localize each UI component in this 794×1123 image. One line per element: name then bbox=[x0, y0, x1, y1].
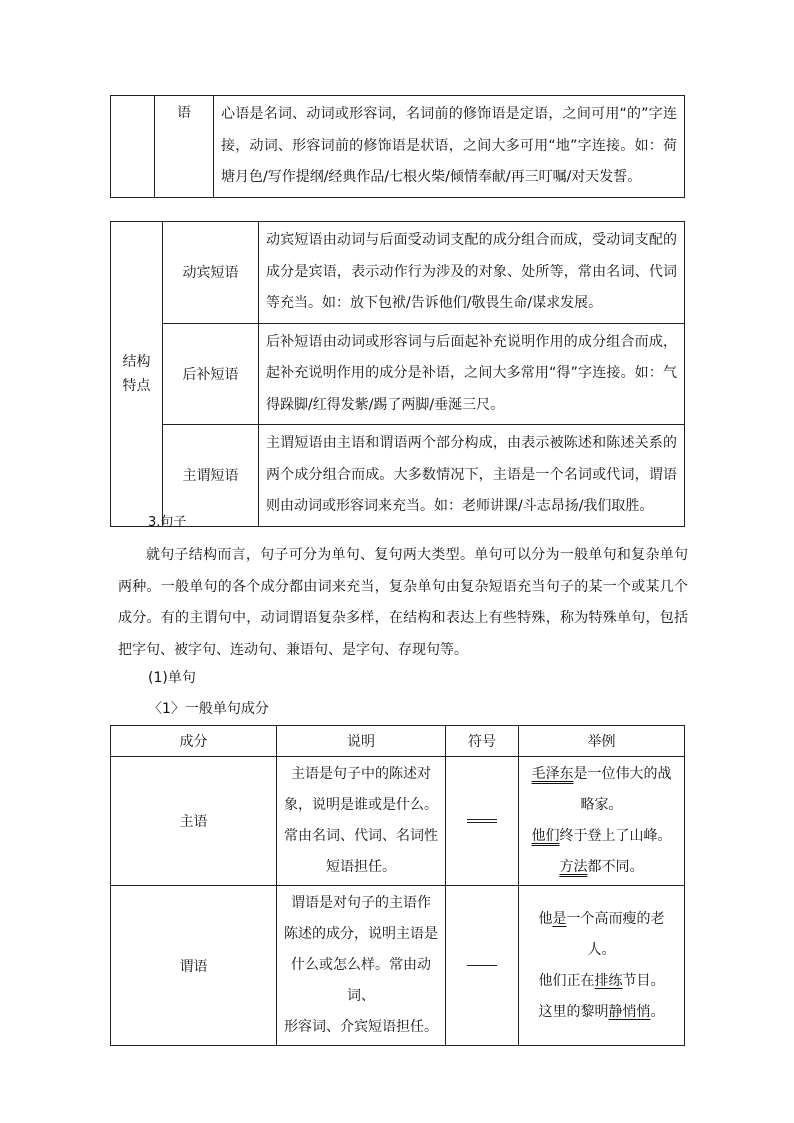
group-label-line1: 结构 bbox=[122, 353, 151, 370]
description-line: 短语担任。 bbox=[326, 859, 396, 875]
section-heading: 3.句子 bbox=[148, 515, 187, 530]
sentence-components-table bbox=[110, 725, 685, 1046]
table-row bbox=[111, 757, 685, 886]
description-line: 谓语是对句子的主语作 bbox=[291, 895, 431, 911]
example-pre: 这里的黎明 bbox=[538, 1003, 609, 1020]
example-line bbox=[525, 821, 678, 852]
marked-word: 毛泽东 bbox=[531, 766, 574, 782]
description-line: 陈述的成分，说明主语是 bbox=[284, 926, 438, 942]
example-line bbox=[525, 759, 678, 790]
marked-word: 排练 bbox=[594, 972, 623, 989]
marked-word: 是 bbox=[552, 910, 567, 927]
row-description: 心语是名词、动词或形容词，名词前的修饰语是定语，之间可用“的”字连接，动词、形容词前的修饰语是状语，之间大多可用“地”字连接。如：荷塘月色/写作提纲/经典作品/七根火柴/倾情奉献/再三叮嘱/对天发誓。 bbox=[214, 96, 685, 198]
example-pre: 他 bbox=[538, 910, 553, 927]
example-rest: 是一位伟大的战 bbox=[573, 766, 672, 782]
group-label-line2: 特点 bbox=[122, 377, 151, 394]
component-description bbox=[277, 886, 446, 1046]
marked-word: 他们 bbox=[531, 828, 560, 844]
subheading-components: 〈1〉一般单句成分 bbox=[148, 701, 269, 717]
phrase-name: 动宾短语 bbox=[163, 222, 259, 324]
example-line bbox=[525, 966, 678, 997]
example-cell bbox=[519, 757, 685, 886]
section-paragraph: 就句子结构而言，句子可分为单句、复句两大类型。单句可以分为一般单句和复杂单句两种。一般单句的各个成分都由词来充当，复杂单句由复杂短语充当句子的某一个或某几个成分。有的主谓句中，动词谓语复杂多样，在结构和表达上有些特殊，称为特殊单句，包括把字句、被字句、连动句、兼语句、是字句、存现句等。 bbox=[118, 547, 688, 658]
component-name: 主语 bbox=[111, 757, 277, 886]
double-underline-symbol bbox=[467, 819, 497, 823]
phrase-description: 动宾短语由动词与后面受动词支配的成分组合而成，受动词支配的成分是宾语，表示动作行为涉及的对象、处所等，常由名词、代词等充当。如：放下包袱/告诉他们/敬畏生命/谋求发展。 bbox=[259, 222, 685, 324]
column-header: 举例 bbox=[519, 726, 685, 757]
symbol-cell bbox=[446, 757, 519, 886]
example-line bbox=[525, 790, 678, 821]
example-rest: 终于登上了山峰。 bbox=[559, 828, 672, 844]
subheading-simple-sentence: (1)单句 bbox=[148, 670, 196, 686]
description-line: 常由名词、代词、名词性 bbox=[284, 828, 438, 844]
table-continued bbox=[110, 95, 685, 198]
description-line: 主语是句子中的陈述对 bbox=[291, 766, 431, 782]
example-line bbox=[525, 997, 678, 1028]
single-underline-symbol bbox=[467, 965, 497, 966]
component-name: 谓语 bbox=[111, 886, 277, 1046]
phrase-description: 后补短语由动词或形容词与后面起补充说明作用的成分组合而成，起补充说明作用的成分是补语，之间大多常用“得”字连接。如：气得跺脚/红得发紫/踢了两脚/垂涎三尺。 bbox=[259, 323, 685, 425]
description-line: 形容词、介宾短语担任。 bbox=[284, 1019, 438, 1035]
phrase-description: 主谓短语由主语和谓语两个部分构成，由表示被陈述和陈述关系的两个成分组合而成。大多数情况下，主语是一个名词或代词，谓语则由动词或形容词来充当。如：老师讲课/斗志昂扬/我们取胜。 bbox=[259, 425, 685, 527]
column-header: 符号 bbox=[446, 726, 519, 757]
example-cell bbox=[519, 886, 685, 1046]
example-rest: 都不同。 bbox=[587, 859, 644, 875]
symbol-cell bbox=[446, 886, 519, 1046]
row-label: 语 bbox=[155, 96, 214, 198]
example-rest: 。 bbox=[650, 1003, 665, 1020]
column-header: 成分 bbox=[111, 726, 277, 757]
example-rest: 一个高而瘦的老人。 bbox=[566, 910, 665, 958]
marked-word: 静悄悄 bbox=[608, 1003, 651, 1020]
group-label bbox=[111, 222, 163, 527]
column-header: 说明 bbox=[277, 726, 446, 757]
example-rest: 节目。 bbox=[622, 972, 665, 989]
component-description bbox=[277, 757, 446, 886]
description-line: 象，说明是谁或是什么。 bbox=[284, 797, 438, 813]
example-pre: 他们正在 bbox=[538, 972, 595, 989]
phrase-name: 后补短语 bbox=[163, 323, 259, 425]
phrase-name: 主谓短语 bbox=[163, 425, 259, 527]
example-rest: 略家。 bbox=[580, 797, 623, 813]
marked-word: 方法 bbox=[559, 859, 588, 875]
description-line: 什么或怎么样。常由动词、 bbox=[291, 957, 431, 1004]
example-line bbox=[525, 852, 678, 883]
phrase-structure-table bbox=[110, 221, 685, 527]
example-line bbox=[525, 904, 678, 966]
empty-cell bbox=[111, 96, 155, 198]
table-row bbox=[111, 886, 685, 1046]
